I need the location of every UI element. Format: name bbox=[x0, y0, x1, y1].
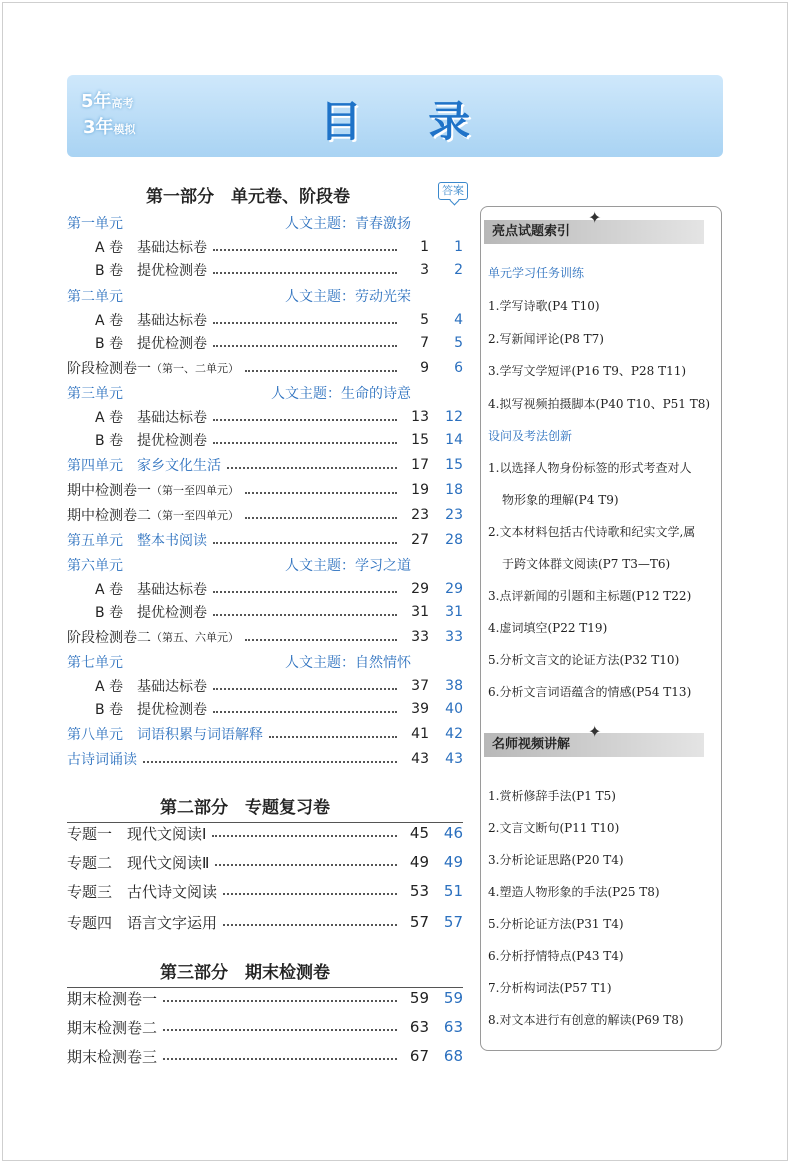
answer-page: 5 bbox=[454, 335, 463, 351]
answer-page: 31 bbox=[445, 604, 463, 620]
entry-label: 古诗词诵读 bbox=[67, 752, 137, 768]
toc-row bbox=[67, 578, 463, 600]
toc-row bbox=[67, 698, 463, 720]
entry-label: 期末检测卷三 bbox=[67, 1047, 158, 1066]
answer-page: 15 bbox=[445, 457, 463, 473]
page-number: 27 bbox=[411, 532, 429, 548]
panel-item: 3.分析论证思路(P20 T4) bbox=[488, 853, 624, 867]
leader-dots bbox=[213, 542, 397, 544]
toc-row bbox=[67, 212, 463, 234]
page-number: 49 bbox=[409, 853, 429, 871]
entry-label: B 卷 提优检测卷 bbox=[95, 263, 208, 279]
entry-label: 第五单元 整本书阅读 bbox=[67, 533, 207, 549]
entry-label: 第三单元 bbox=[67, 386, 123, 402]
entry-label: 阶段检测卷二 bbox=[67, 630, 151, 646]
leader-dots bbox=[163, 1058, 397, 1060]
leader-dots bbox=[213, 272, 397, 274]
answer-page: 59 bbox=[443, 989, 463, 1007]
leader-dots bbox=[213, 249, 397, 251]
leader-dots bbox=[213, 419, 397, 421]
unit-theme: 人文主题：自然情怀 bbox=[285, 655, 411, 671]
unit-theme: 人文主题：劳动光荣 bbox=[285, 289, 411, 305]
toc-row bbox=[67, 851, 463, 873]
answer-page: 2 bbox=[454, 262, 463, 278]
page-number: 9 bbox=[420, 360, 429, 376]
page-title: 目 录 bbox=[319, 97, 497, 146]
entry-label: 专题二 现代文阅读Ⅱ bbox=[67, 853, 210, 872]
panel-item: 6.分析文言词语蕴含的情感(P54 T13) bbox=[488, 685, 692, 699]
leader-dots bbox=[245, 492, 397, 494]
toc-row bbox=[67, 429, 463, 451]
page-number: 67 bbox=[409, 1047, 429, 1065]
answer-tag: 答案 bbox=[438, 182, 468, 200]
page-number: 19 bbox=[411, 482, 429, 498]
panel-item: 6.分析抒情特点(P43 T4) bbox=[488, 949, 624, 963]
panel-item: 5.分析论证方法(P31 T4) bbox=[488, 917, 624, 931]
leader-dots bbox=[245, 517, 397, 519]
toc-row bbox=[67, 675, 463, 697]
entry-label: 第二单元 bbox=[67, 289, 123, 305]
sparkle-icon: ✦ bbox=[588, 208, 602, 227]
answer-page: 4 bbox=[454, 312, 463, 328]
toc-row bbox=[67, 259, 463, 281]
answer-page: 14 bbox=[445, 432, 463, 448]
entry-label: 第六单元 bbox=[67, 558, 123, 574]
entry-label: 第四单元 家乡文化生活 bbox=[67, 458, 221, 474]
panel-item: 7.分析构词法(P57 T1) bbox=[488, 981, 612, 995]
answer-page: 38 bbox=[445, 678, 463, 694]
leader-dots bbox=[213, 711, 397, 713]
leader-dots bbox=[163, 1000, 397, 1002]
leader-dots bbox=[223, 924, 397, 926]
page-number: 39 bbox=[411, 701, 429, 717]
toc-row bbox=[67, 309, 463, 331]
leader-dots bbox=[227, 467, 397, 469]
panel-item: 1.学写诗歌(P4 T10) bbox=[488, 299, 600, 313]
entry-label: 专题一 现代文阅读Ⅰ bbox=[67, 824, 207, 843]
page-number: 53 bbox=[409, 882, 429, 900]
answer-page: 63 bbox=[443, 1018, 463, 1036]
answer-page: 29 bbox=[445, 581, 463, 597]
panel-item: 4.虚词填空(P22 T19) bbox=[488, 621, 608, 635]
toc-row bbox=[67, 382, 463, 404]
answer-page: 68 bbox=[443, 1047, 463, 1065]
toc-row bbox=[67, 880, 463, 902]
entry-label: 期末检测卷二 bbox=[67, 1018, 158, 1037]
toc-row bbox=[67, 529, 463, 551]
entry-label: B 卷 提优检测卷 bbox=[95, 605, 208, 621]
page-number: 57 bbox=[409, 913, 429, 931]
entry-label: A 卷 基础达标卷 bbox=[95, 410, 208, 426]
toc-row bbox=[67, 1016, 463, 1038]
entry-label: 第八单元 词语积累与词语解释 bbox=[67, 727, 263, 743]
leader-dots bbox=[223, 893, 397, 895]
entry-label: 专题四 语言文字运用 bbox=[67, 913, 218, 932]
entry-label-note: （第一至四单元） bbox=[151, 509, 239, 522]
toc-row bbox=[67, 651, 463, 673]
toc-row bbox=[67, 987, 463, 1009]
answer-page: 1 bbox=[454, 239, 463, 255]
page-number: 15 bbox=[411, 432, 429, 448]
panel-item: 3.学写文学短评(P16 T9、P28 T11) bbox=[488, 364, 687, 378]
answer-page: 33 bbox=[445, 629, 463, 645]
innovation-subheading: 设问及考法创新 bbox=[488, 429, 573, 443]
toc-row bbox=[67, 406, 463, 428]
leader-dots bbox=[143, 761, 397, 763]
leader-dots bbox=[245, 370, 397, 372]
answer-page: 23 bbox=[445, 507, 463, 523]
answer-page: 46 bbox=[443, 824, 463, 842]
entry-label-note: （第一至四单元） bbox=[151, 484, 239, 497]
toc-row bbox=[67, 332, 463, 354]
leader-dots bbox=[215, 864, 397, 866]
leader-dots bbox=[163, 1029, 397, 1031]
panel-item: 3.点评新闻的引题和主标题(P12 T22) bbox=[488, 589, 692, 603]
entry-label: 第一单元 bbox=[67, 216, 123, 232]
entry-label: 期中检测卷一 bbox=[67, 483, 151, 499]
series-logo: 5年高考 3年模拟 bbox=[81, 91, 136, 138]
panel-item: 8.对文本进行有创意的解读(P69 T8) bbox=[488, 1013, 684, 1027]
page-number: 17 bbox=[411, 457, 429, 473]
toc-row bbox=[67, 822, 463, 844]
answer-page: 51 bbox=[443, 882, 463, 900]
part3-heading: 第三部分 期末检测卷 bbox=[160, 963, 330, 983]
video-heading: 名师视频讲解 bbox=[484, 733, 704, 757]
leader-dots bbox=[213, 345, 397, 347]
part2-heading: 第二部分 专题复习卷 bbox=[160, 798, 330, 818]
panel-item: 5.分析文言文的论证方法(P32 T10) bbox=[488, 653, 680, 667]
unit-theme: 人文主题：青春激扬 bbox=[285, 216, 411, 232]
entry-label: 期中检测卷二 bbox=[67, 508, 151, 524]
leader-dots bbox=[213, 591, 397, 593]
toc-row bbox=[67, 554, 463, 576]
answer-page: 18 bbox=[445, 482, 463, 498]
answer-page: 12 bbox=[445, 409, 463, 425]
leader-dots bbox=[213, 442, 397, 444]
toc-row bbox=[67, 723, 463, 745]
entry-label: A 卷 基础达标卷 bbox=[95, 582, 208, 598]
answer-page: 6 bbox=[454, 360, 463, 376]
page-number: 23 bbox=[411, 507, 429, 523]
part1-heading: 第一部分 单元卷、阶段卷 bbox=[146, 187, 350, 207]
title-banner bbox=[67, 75, 723, 157]
answer-page: 42 bbox=[445, 726, 463, 742]
leader-dots bbox=[212, 835, 397, 837]
entry-label: A 卷 基础达标卷 bbox=[95, 679, 208, 695]
answer-page: 43 bbox=[445, 751, 463, 767]
toc-row bbox=[67, 504, 463, 526]
panel-item: 4.拟写视频拍摄脚本(P40 T10、P51 T8) bbox=[488, 396, 711, 411]
unit-theme: 人文主题：学习之道 bbox=[285, 558, 411, 574]
panel-item: 于跨文体群文阅读(P7 T3—T6) bbox=[502, 557, 671, 571]
entry-label-note: （第一、二单元） bbox=[151, 362, 239, 375]
page-number: 43 bbox=[411, 751, 429, 767]
toc-row bbox=[67, 911, 463, 933]
page-number: 1 bbox=[420, 239, 429, 255]
entry-label: 第七单元 bbox=[67, 655, 123, 671]
toc-row bbox=[67, 236, 463, 258]
page-number: 63 bbox=[409, 1018, 429, 1036]
answer-page: 28 bbox=[445, 532, 463, 548]
leader-dots bbox=[245, 639, 397, 641]
entry-label-note: （第五、六单元） bbox=[151, 631, 239, 644]
panel-item: 2.文言文断句(P11 T10) bbox=[488, 821, 620, 835]
entry-label: 专题三 古代诗文阅读 bbox=[67, 882, 218, 901]
leader-dots bbox=[213, 688, 397, 690]
page-number: 3 bbox=[420, 262, 429, 278]
toc-row bbox=[67, 357, 463, 379]
entry-label: 阶段检测卷一 bbox=[67, 361, 151, 377]
toc-row bbox=[67, 285, 463, 307]
panel-item: 2.文本材料包括古代诗歌和纪实文学,属 bbox=[488, 525, 696, 539]
toc-row bbox=[67, 748, 463, 770]
answer-page: 40 bbox=[445, 701, 463, 717]
toc-row bbox=[67, 626, 463, 648]
toc-row bbox=[67, 601, 463, 623]
entry-label: B 卷 提优检测卷 bbox=[95, 336, 208, 352]
toc-row bbox=[67, 1045, 463, 1067]
panel-item: 4.塑造人物形象的手法(P25 T8) bbox=[488, 885, 660, 899]
page-number: 59 bbox=[409, 989, 429, 1007]
toc-row bbox=[67, 479, 463, 501]
panel-item: 2.写新闻评论(P8 T7) bbox=[488, 331, 604, 346]
panel-item: 1.以选择人物身份标签的形式考查对人 bbox=[488, 461, 692, 475]
page-number: 5 bbox=[420, 312, 429, 328]
highlights-heading: 亮点试题索引 bbox=[484, 220, 704, 244]
unit-theme: 人文主题：生命的诗意 bbox=[271, 386, 411, 402]
toc-row bbox=[67, 454, 463, 476]
entry-label: A 卷 基础达标卷 bbox=[95, 313, 208, 329]
page-number: 13 bbox=[411, 409, 429, 425]
answer-page: 57 bbox=[443, 913, 463, 931]
panel-item: 物形象的理解(P4 T9) bbox=[502, 493, 619, 507]
answer-page: 49 bbox=[443, 853, 463, 871]
page-number: 33 bbox=[411, 629, 429, 645]
leader-dots bbox=[213, 322, 397, 324]
task-training-subheading: 单元学习任务训练 bbox=[488, 266, 585, 280]
page-number: 29 bbox=[411, 581, 429, 597]
panel-item: 1.赏析修辞手法(P1 T5) bbox=[488, 789, 616, 803]
leader-dots bbox=[213, 614, 397, 616]
entry-label: B 卷 提优检测卷 bbox=[95, 433, 208, 449]
entry-label: B 卷 提优检测卷 bbox=[95, 702, 208, 718]
leader-dots bbox=[269, 736, 397, 738]
page-number: 37 bbox=[411, 678, 429, 694]
sparkle-icon: ✦ bbox=[588, 722, 602, 741]
page-number: 41 bbox=[411, 726, 429, 742]
page-number: 45 bbox=[409, 824, 429, 842]
page-number: 7 bbox=[420, 335, 429, 351]
entry-label: A 卷 基础达标卷 bbox=[95, 240, 208, 256]
page-number: 31 bbox=[411, 604, 429, 620]
entry-label: 期末检测卷一 bbox=[67, 989, 158, 1008]
